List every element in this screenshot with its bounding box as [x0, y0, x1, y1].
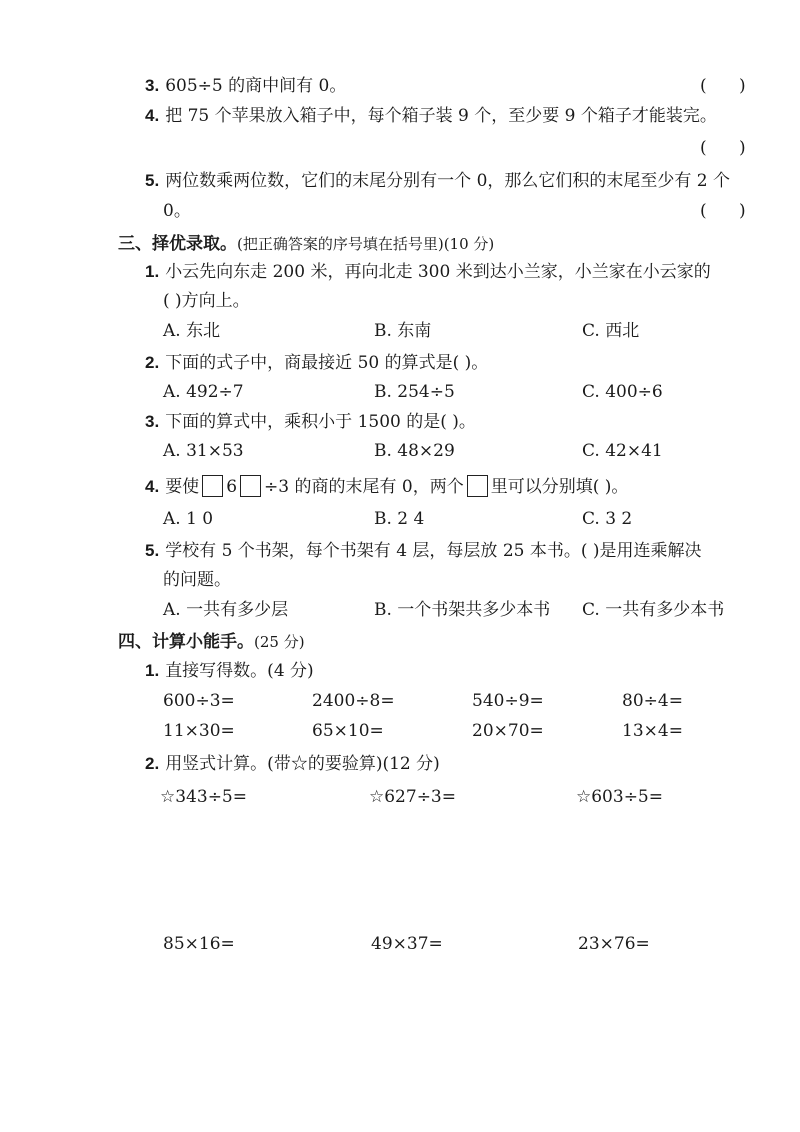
answer-parentheses[interactable]: ( ) — [700, 201, 746, 221]
vertical-calc-item[interactable]: ☆343÷5= — [160, 787, 247, 807]
question-text: 605÷5 的商中间有 0。 — [165, 76, 347, 96]
mental-calc-item[interactable]: 65×10= — [312, 721, 384, 741]
section-note: (把正确答案的序号填在括号里)(10 分) — [237, 235, 495, 253]
option-a[interactable]: A. 492÷7 — [163, 382, 244, 402]
question-text: 下面的式子中，商最接近 50 的算式是( )。 — [165, 353, 489, 373]
option-c[interactable]: C. 西北 — [582, 321, 640, 341]
section-note: (25 分) — [254, 633, 305, 651]
question-number: 2. — [145, 754, 160, 773]
question-number: 4. — [145, 477, 160, 496]
mental-calc-item[interactable]: 13×4= — [622, 721, 683, 741]
mental-calc-item[interactable]: 540÷9= — [472, 691, 544, 711]
question-text: 两位数乘两位数，它们的末尾分别有一个 0，那么它们积的末尾至少有 2 个 — [165, 171, 731, 191]
question-number: 5. — [145, 541, 160, 560]
option-b[interactable]: B. 一个书架共多少本书 — [374, 600, 551, 620]
choice-q4 — [145, 475, 628, 498]
answer-parentheses[interactable]: ( ) — [700, 76, 746, 96]
option-a[interactable]: A. 一共有多少层 — [163, 600, 289, 620]
option-a[interactable]: A. 31×53 — [163, 441, 244, 461]
blank-box[interactable] — [202, 475, 223, 497]
question-number: 1. — [145, 262, 160, 281]
vertical-calc-item[interactable]: 85×16= — [163, 934, 235, 954]
calc-q1 — [145, 660, 314, 682]
option-b[interactable]: B. 48×29 — [374, 441, 455, 461]
option-b[interactable]: B. 254÷5 — [374, 382, 455, 402]
calc-q2 — [145, 753, 440, 775]
question-text: 学校有 5 个书架，每个书架有 4 层，每层放 25 本书。( )是用连乘解决 — [165, 541, 702, 561]
question-text-cont: 的问题。 — [163, 570, 231, 590]
section-title: 四、计算小能手。 — [118, 632, 254, 652]
section-4-heading — [118, 631, 305, 653]
option-c[interactable]: C. 3 2 — [582, 509, 633, 529]
section-title: 三、择优录取。 — [118, 234, 237, 254]
question-text: 6 — [226, 477, 238, 497]
question-number: 3. — [145, 76, 160, 95]
question-text: 里可以分别填( )。 — [490, 477, 629, 497]
option-a[interactable]: A. 1 0 — [163, 509, 214, 529]
choice-q5 — [145, 540, 702, 562]
question-text-cont: ( )方向上。 — [163, 291, 250, 311]
question-number: 2. — [145, 353, 160, 372]
blank-box[interactable] — [240, 475, 261, 497]
question-number: 4. — [145, 106, 160, 125]
question-text: 小云先向东走 200 米，再向北走 300 米到达小兰家，小兰家在小云家的 — [165, 262, 711, 282]
option-c[interactable]: C. 400÷6 — [582, 382, 663, 402]
question-number: 3. — [145, 412, 160, 431]
question-number: 5. — [145, 171, 160, 190]
question-number: 1. — [145, 661, 160, 680]
question-text: ÷3 的商的末尾有 0，两个 — [264, 477, 464, 497]
vertical-calc-item[interactable]: ☆627÷3= — [369, 787, 456, 807]
choice-q1 — [145, 261, 711, 283]
question-text: 直接写得数。(4 分) — [165, 661, 314, 681]
option-b[interactable]: B. 东南 — [374, 321, 432, 341]
vertical-calc-item[interactable]: ☆603÷5= — [576, 787, 663, 807]
option-a[interactable]: A. 东北 — [163, 321, 221, 341]
question-text: 把 75 个苹果放入箱子中，每个箱子装 9 个，至少要 9 个箱子才能装完。 — [165, 106, 717, 126]
option-c[interactable]: C. 42×41 — [582, 441, 663, 461]
choice-q2 — [145, 352, 488, 374]
question-text-cont: 0。 — [163, 201, 191, 221]
judge-q4 — [145, 105, 717, 127]
mental-calc-item[interactable]: 20×70= — [472, 721, 544, 741]
option-b[interactable]: B. 2 4 — [374, 509, 425, 529]
mental-calc-item[interactable]: 11×30= — [163, 721, 235, 741]
mental-calc-item[interactable]: 600÷3= — [163, 691, 235, 711]
question-text: 用竖式计算。(带☆的要验算)(12 分) — [165, 754, 440, 774]
section-3-heading — [118, 233, 494, 255]
judge-q5 — [145, 170, 730, 192]
question-text: 要使 — [165, 477, 200, 497]
question-text: 下面的算式中，乘积小于 1500 的是( )。 — [165, 412, 476, 432]
mental-calc-item[interactable]: 80÷4= — [622, 691, 683, 711]
choice-q3 — [145, 411, 476, 433]
vertical-calc-item[interactable]: 23×76= — [578, 934, 650, 954]
judge-q3 — [145, 75, 346, 97]
answer-parentheses[interactable]: ( ) — [700, 138, 746, 158]
mental-calc-item[interactable]: 2400÷8= — [312, 691, 395, 711]
vertical-calc-item[interactable]: 49×37= — [371, 934, 443, 954]
option-c[interactable]: C. 一共有多少本书 — [582, 600, 725, 620]
blank-box — [467, 475, 488, 497]
